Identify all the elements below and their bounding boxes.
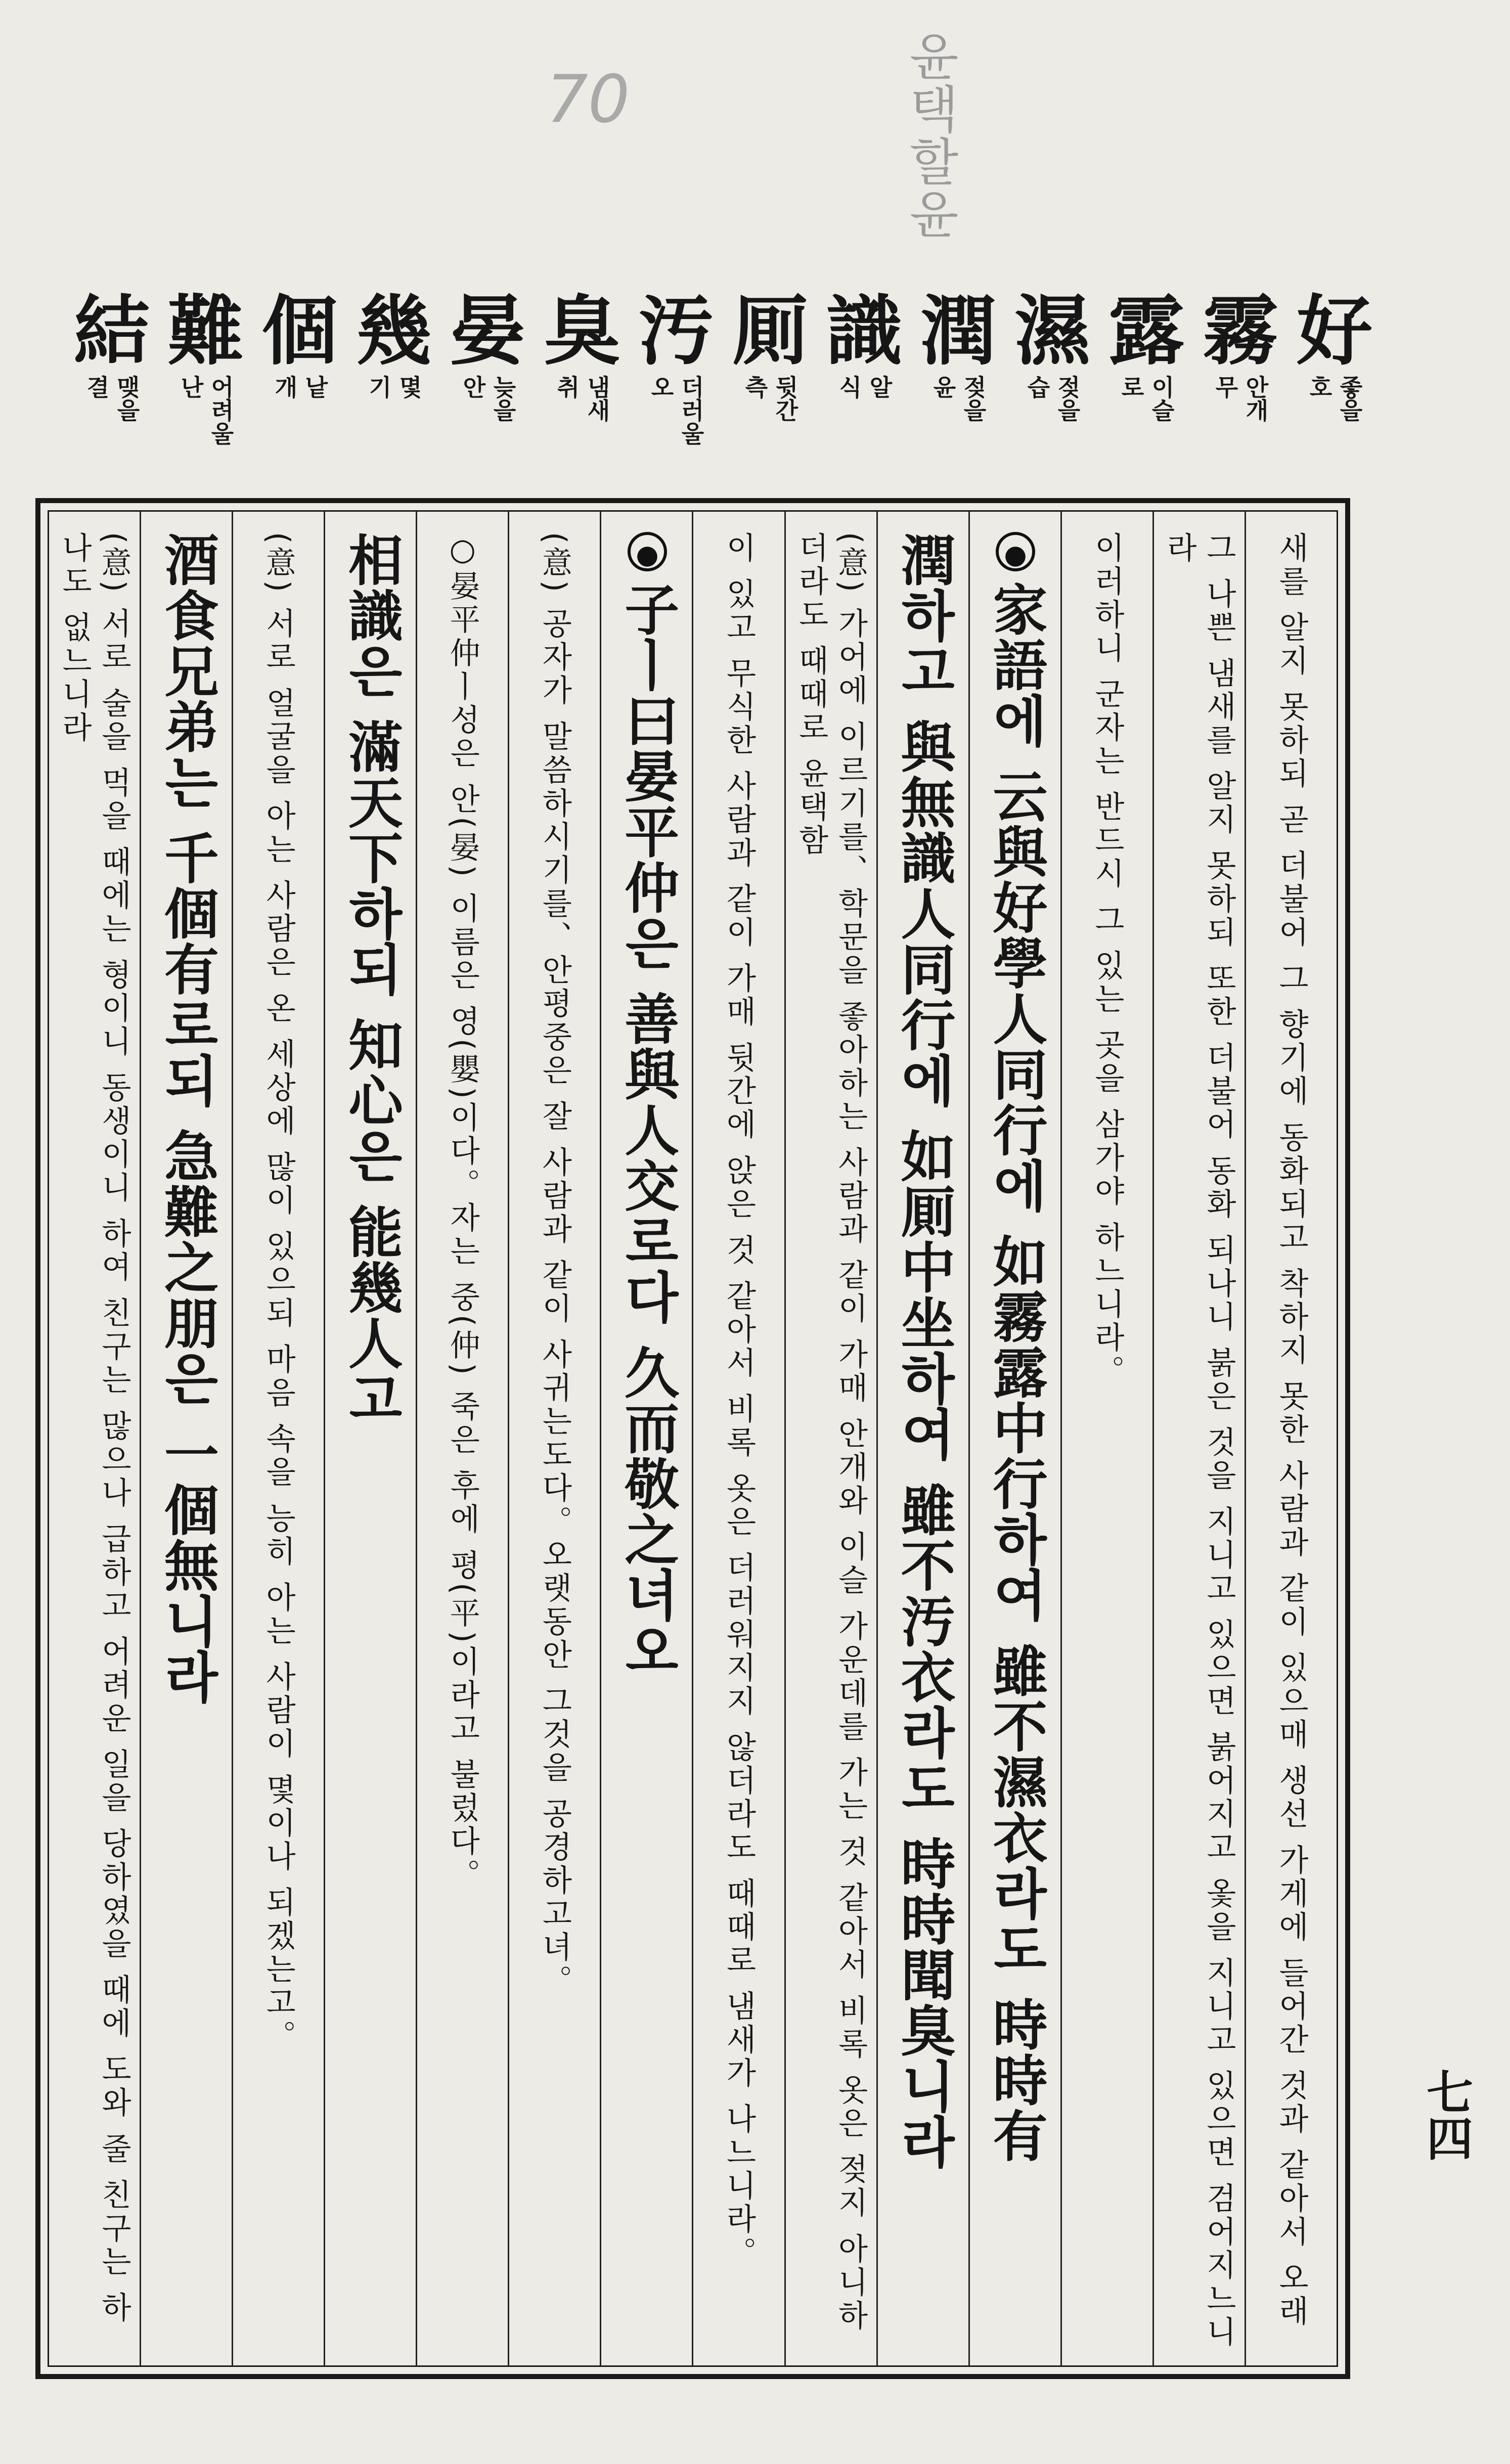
vocab-gloss: [929, 375, 988, 489]
vocab-character: 霧: [1202, 287, 1278, 376]
vocab-gloss: [365, 375, 423, 489]
column-text-content: (意) 가어에 이르기를、학문을 좋아하는 사람과 같이 가매 안개와 이슬 가운데를 가는 것 같아서 비록 옷은 젖지 아니하더라도 때때로 윤택함: [793, 532, 869, 2333]
vocab-item: [912, 287, 1004, 496]
vocab-meaning: 좋을: [1336, 375, 1363, 422]
section-mark-icon: [628, 532, 667, 571]
column-text: [1160, 532, 1238, 2350]
vocab-meaning: 낱: [301, 375, 329, 398]
column-text: [443, 532, 482, 2350]
vocab-meaning: 몇: [395, 375, 423, 398]
vocab-reading: 로: [1118, 375, 1145, 398]
vocab-character: 汚: [638, 287, 714, 376]
vocab-reading: 난: [177, 375, 204, 398]
vocab-character: 厠: [732, 287, 808, 376]
page-number: 七四: [1419, 2068, 1474, 2161]
vocab-gloss: [1117, 375, 1176, 489]
translation-column: [1245, 512, 1337, 2365]
column-text-content: 家語에 云與好學人同行에 如霧露中行하여 雖不濕衣라도 時時有: [984, 581, 1048, 2164]
column-text-content: (意) 서로 술을 먹을 때에는 형이니 동생이니 하여 친구는 많으나 급하고 어려운 일을 당하였을 때에 도와 줄 친구는 하나도 없느니라: [57, 532, 132, 2325]
vocab-gloss: [835, 375, 894, 489]
main-text-frame: [35, 498, 1350, 2379]
column-text-content: ○晏平仲ㅣ성은 안(晏) 이름은 영(嬰)이다。자는 중(仲) 죽은 후에 평(平)이라고 불렀다。: [445, 532, 480, 1892]
column-text: [338, 532, 404, 2350]
frame-inner-border: [48, 510, 1338, 2367]
translation-column: [508, 512, 600, 2365]
vocab-gloss: [1023, 375, 1082, 489]
vocab-gloss: [553, 375, 611, 489]
vocab-character: 結: [73, 287, 150, 376]
vocab-meaning: 맺을: [113, 375, 141, 422]
column-text: [791, 532, 870, 2350]
vocab-meaning: 뒷간: [772, 375, 799, 422]
column-text: [890, 532, 956, 2350]
vocab-reading: 기: [365, 375, 392, 398]
vocab-character: 露: [1108, 287, 1184, 376]
vocab-item: [536, 287, 628, 496]
vocab-meaning: 어려울: [207, 375, 235, 445]
vocab-character: 識: [826, 287, 902, 376]
translation-column: [232, 512, 324, 2365]
vocab-character: 幾: [356, 287, 432, 376]
vocab-item: [348, 287, 440, 496]
vocab-item: [724, 287, 816, 496]
column-text-content: 酒食兄弟는 千個有로되 急難之朋은 一個無니라: [155, 532, 219, 1705]
vocab-reading: 식: [835, 375, 863, 398]
vocab-reading: 윤: [929, 375, 957, 398]
vocab-reading: 개: [271, 375, 298, 398]
vocab-gloss: [271, 375, 329, 489]
column-text-content: 이 있고 무식한 사람과 같이 가매 뒷간에 앉은 것 같아서 비록 옷은 더러워지지 않더라도 때때로 냄새가 나느니라。: [721, 532, 757, 2270]
vocab-item: [818, 287, 910, 496]
translation-column: [1060, 512, 1152, 2365]
vocab-gloss: [82, 375, 141, 489]
vocab-item: [160, 287, 252, 496]
vocab-gloss: [176, 375, 235, 489]
vocab-reading: 결: [83, 375, 110, 398]
vocab-gloss: [1305, 375, 1364, 489]
vocab-character: 臭: [544, 287, 620, 376]
vocab-reading: 측: [741, 375, 769, 398]
text-columns: [49, 512, 1337, 2365]
vocab-reading: 취: [553, 375, 581, 398]
vocab-item: [66, 287, 158, 496]
vocab-item: [630, 287, 722, 496]
hanmun-column: [600, 512, 692, 2365]
hanmun-column: [324, 512, 416, 2365]
vocab-character: 晏: [450, 287, 526, 376]
column-text-content: (意) 공자가 말씀하시기를、안평중은 잘 사람과 같이 사귀는도다。오랫동안 그것을 공경하고녀。: [537, 532, 572, 1998]
vocab-character: 潤: [920, 287, 996, 376]
translation-column: [49, 512, 140, 2365]
column-text-content: 潤하고 與無識人同行에 如厠中坐하여 雖不汚衣라도 時時聞臭니라: [891, 532, 955, 2170]
vocab-item: [254, 287, 346, 496]
translation-column: [1152, 512, 1245, 2365]
column-text-content: 그 나쁜 냄새를 알지 못하되 또한 더불어 동화 되나니 붉은 것을 지니고 있으면 붉어지고 옻을 지니고 있으면 검어지느니라: [1162, 532, 1237, 2350]
column-text: [535, 532, 574, 2350]
vocab-gloss: [647, 375, 705, 489]
section-mark-icon: [996, 532, 1035, 571]
column-text-content: 이러하니 군자는 반드시 그 있는 곳을 삼가야 하느니라。: [1089, 532, 1125, 1388]
vocab-character: 個: [261, 287, 338, 376]
pencil-annotation: 윤택할윤: [900, 30, 959, 241]
column-text: [719, 532, 759, 2350]
translation-column: [784, 512, 876, 2365]
vocab-reading: 안: [459, 375, 486, 398]
column-text-content: 새를 알지 못하되 곧 더불어 그 향기에 동화되고 착하지 못한 사람과 같이 있으매 생선 가게에 들어간 것과 같아서 오래: [1273, 532, 1309, 2329]
vocab-meaning: 냄새: [584, 375, 611, 422]
vocab-meaning: 이슬: [1148, 375, 1175, 422]
vocab-character: 濕: [1014, 287, 1090, 376]
hanmun-column: [968, 512, 1060, 2365]
vocab-gloss: [459, 375, 517, 489]
vocab-character: 好: [1296, 287, 1372, 376]
vocab-reading: 호: [1306, 375, 1333, 398]
column-text-content: 相識은 滿天下하되 知心은 能幾人고: [339, 532, 403, 1426]
column-text-content: (意) 서로 얼굴을 아는 사람은 온 세상에 많이 있으되 마음 속을 능히 아는 사람이 몇이나 되겠는고。: [260, 532, 296, 2053]
pencil-page-number: 70: [546, 61, 630, 138]
column-text: [154, 532, 219, 2350]
vocab-meaning: 젖을: [960, 375, 987, 422]
vocab-meaning: 알: [866, 375, 893, 398]
translation-column: [692, 512, 784, 2365]
vocab-reading: 오: [647, 375, 675, 398]
vocabulary-header: [66, 287, 1381, 496]
hanmun-column: [140, 512, 232, 2365]
vocab-item: [442, 287, 534, 496]
vocab-reading: 무: [1212, 375, 1239, 398]
column-text: [55, 532, 134, 2350]
hanmun-column: [876, 512, 968, 2365]
vocab-item: [1006, 287, 1098, 496]
column-text: [982, 532, 1048, 2350]
vocab-meaning: 안개: [1242, 375, 1269, 422]
column-text: [1087, 532, 1127, 2350]
vocab-meaning: 늦을: [490, 375, 517, 422]
vocab-reading: 습: [1024, 375, 1051, 398]
vocab-item: [1194, 287, 1286, 496]
vocab-item: [1289, 287, 1381, 496]
column-text-content: 子ㅣ曰晏平仲은 善與人交로다 久而敬之녀오: [615, 581, 679, 1679]
vocab-character: 難: [167, 287, 244, 376]
vocab-gloss: [1211, 375, 1270, 489]
vocab-meaning: 젖을: [1054, 375, 1081, 422]
translation-column: [416, 512, 508, 2365]
vocab-item: [1100, 287, 1192, 496]
vocab-meaning: 더러울: [678, 375, 705, 445]
column-text: [614, 532, 680, 2350]
column-text: [259, 532, 298, 2350]
column-text: [1271, 532, 1311, 2350]
vocab-gloss: [741, 375, 800, 489]
